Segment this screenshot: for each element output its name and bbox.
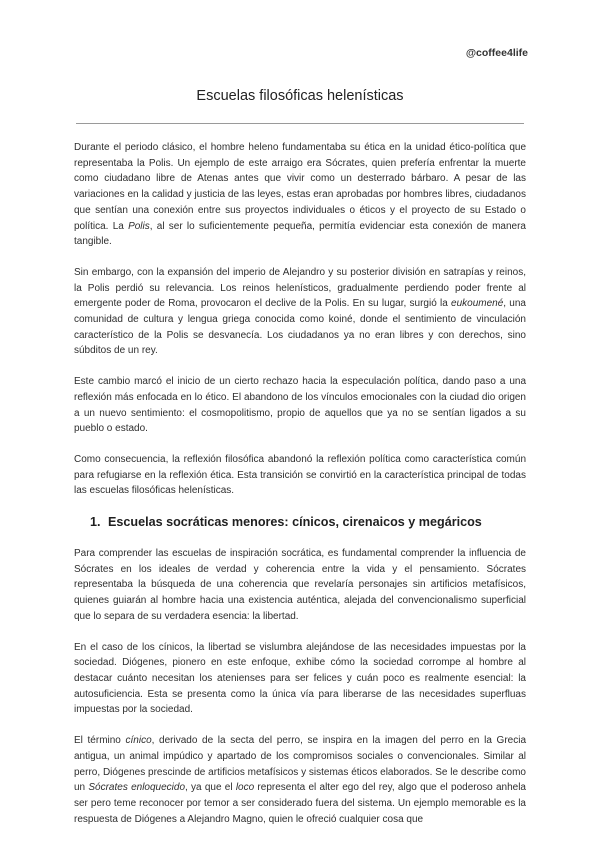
paragraph-intro-polis: Durante el periodo clásico, el hombre heleno fundamentaba su ética en la unidad ético-política que representaba la Polis. Un ejemplo de este arraigo era Sócrates, quien prefería enfrentar la muerte como ciudadano libre de Atenas antes que vivir como un desterrado bárbaro. A pesar de las variaciones en la calidad y justicia de las leyes, estas eran aprobadas por hombres libres, ciudadanos que sentían una conexión entre sus proyectos individuales o éticos y el proyecto de su Estado o política. La Polis, al ser lo suficientemente pequeña, permitía evidenciar esta conexión de manera tangible. [74,142,526,248]
document-body [74,140,526,842]
paragraph-termino-cinico: El término cínico, derivado de la secta del perro, se inspira en la imagen del perro en la Grecia antigua, un animal impúdico y apartado de los compromisos sociales o convencionales. Similar al perro, Diógenes prescinde de artificios metafísicos y sistemas éticos elaborados. Se le describe como un Sócrates enloquecido, ya que el loco representa el alter ego del rey, algo que el poderoso anhela ser pero teme reconocer por temor a ser considerado fuera del sistema. Un ejemplo memorable es la respuesta de Diógenes a Alejandro Magno, quien le ofreció cualquier cosa que [74,735,527,825]
paragraph-consecuencia: Como consecuencia, la reflexión filosófica abandonó la reflexión política como característica común para refugiarse en la reflexión ética. Esta transición se convirtió en la característica principal de todas las escuelas filosóficas helenísticas. [74,453,526,497]
document-title: Escuelas filosóficas helenísticas [196,88,404,104]
title-divider [76,123,524,124]
paragraph-socraticas: Para comprender las escuelas de inspiración socrática, es fundamental comprender la influencia de Sócrates en los ideales de verdad y coherencia entre la vida y el pensamiento. Sócrates representaba la búsqueda de una coherencia que revelaría personajes sin artificios metafísicos, quienes guiarán al hombre hacia una existencia auténtica, alejada del convencionalismo superficial que lo separa de su verdadera esencia: la libertad. [74,548,526,622]
section-number: 1. [90,515,101,530]
section-heading [90,514,526,530]
author-handle: @coffee4life [465,47,528,59]
section-title: Escuelas socráticas menores: cínicos, cirenaicos y megáricos [108,515,482,530]
paragraph-cosmopolitismo: Este cambio marcó el inicio de un cierto rechazo hacia la especulación política, dando paso a una reflexión más enfocada en lo ético. El abandono de los vínculos emocionales con la ciudad dio origen a un nuevo sentimiento: el cosmopolitismo, propio de aquellos que ya no se sentían ligados a su pueblo o estado. [74,376,526,435]
paragraph-cinicos: En el caso de los cínicos, la libertad se vislumbra alejándose de las necesidades impuestas por la sociedad. Diógenes, pionero en este enfoque, exhibe cómo la sociedad corrompe al hombre al destacar cuánto necesitan los atenienses para ser felices y cuán poco es realmente esencial: la autosuficiencia. Esta se presenta como la única vía para liberarse de las necesidades superfluas impuestas por la sociedad. [74,641,526,716]
paragraph-alejandro-empire: Sin embargo, con la expansión del imperio de Alejandro y su posterior división en satrapías y reinos, la Polis perdió su relevancia. Los reinos helenísticos, gradualmente perdiendo poder frente al emergente poder de Roma, provocaron el declive de la Polis. En su lugar, surgió la eukoumené, una comunidad de cultura y lengua griega conocida como koiné, donde el sentimiento de vinculación característico de la Polis se desvanecía. Los ciudadanos ya no eran libres y con derechos, sino súbditos de un rey. [74,266,526,357]
